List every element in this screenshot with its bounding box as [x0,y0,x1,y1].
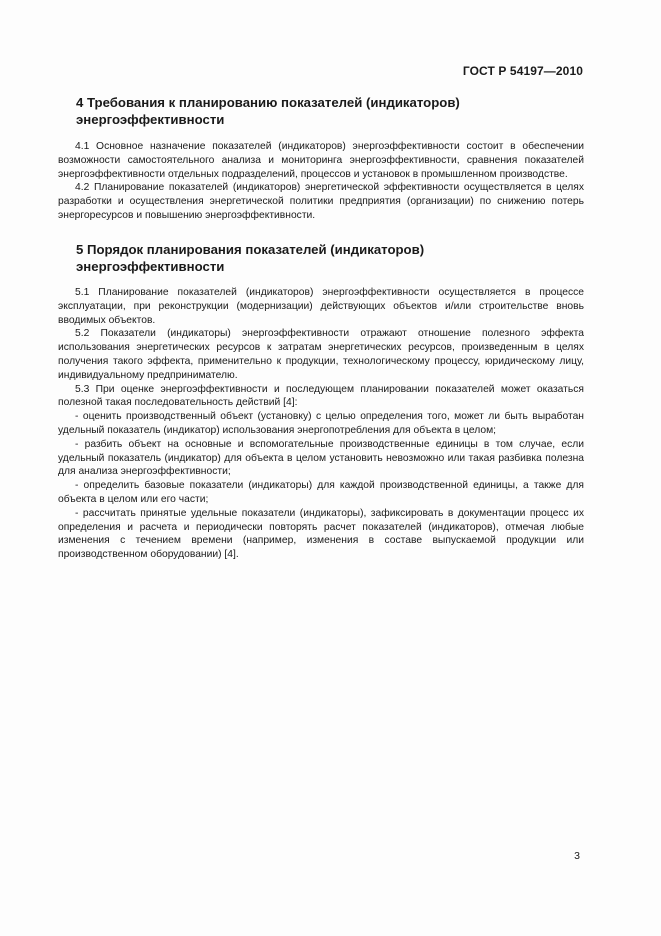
paragraph-5-2: 5.2 Показатели (индикаторы) энергоэффективности отражают отношение полезного эффекта использования энергетических ресурсов к затратам энергетических ресурсов, произведенным в целях получения такого эффекта, применительно к продукции, технологическому процессу, юридическому лицу, индивидуальному предпринимателю. [58,328,584,381]
section-5-body [58,286,584,562]
list-item-split-object: - разбить объект на основные и вспомогательные производственные единицы в том случае, если удельный показатель (индикатор) для объекта в целом установить невозможно или такая разбивка полезна для анализа энергоэффективности; [58,438,584,478]
paragraph-4-2: 4.2 Планирование показателей (индикаторов) энергетической эффективности осуществляется в целях разработки и осуществления энергетической политики предприятия (организации) по снижению потерь энергоресурсов и повышению энергоэффективности. [58,182,584,221]
page-number: 3 [574,850,580,862]
section-5-heading: 5 Порядок планирования показателей (индикаторов) энергоэффективности [76,242,425,274]
list-item-evaluate-object: - оценить производственный объект (установку) с целью определения того, может ли быть выработан удельный показатель (индикатор) использования энергопотребления для объекта в целом; [58,411,584,436]
section-4-heading: 4 Требования к планированию показателей (индикаторов) энергоэффективности [76,95,460,127]
paragraph-5-1: 5.1 Планирование показателей (индикаторов) энергоэффективности осуществляется в процессе эксплуатации, при реконструкции (модернизации) действующих объектов и/или строительстве вновь вводимых объектов. [58,287,584,326]
paragraph-5-3: 5.3 При оценке энергоэффективности и последующем планировании показателей может оказаться полезной такая последовательность действий [4]: [58,383,584,409]
list-item-calculate-indicators: - рассчитать принятые удельные показатели (индикаторы), зафиксировать в документации процесс их определения и расчета и периодически повторять расчет показателей (индикаторов), отмечая любые изменения с течением времени (например, изменения в составе выпускаемой продукции или производственном оборудовании) [4]. [58,507,584,561]
standard-code-header: ГОСТ Р 54197—2010 [462,64,583,78]
section-4-body [58,140,584,223]
paragraph-4-1: 4.1 Основное назначение показателей (индикаторов) энергоэффективности состоит в обеспечении возможности самостоятельного анализа и мониторинга энергоэффективности, сравнения показателей энергоэффективности отдельных подразделений, процессов и установок в промышленном производстве. [58,141,584,180]
list-item-define-base-indicators: - определить базовые показатели (индикаторы) для каждой производственной единицы, а также для объекта в целом или его части; [58,480,584,505]
